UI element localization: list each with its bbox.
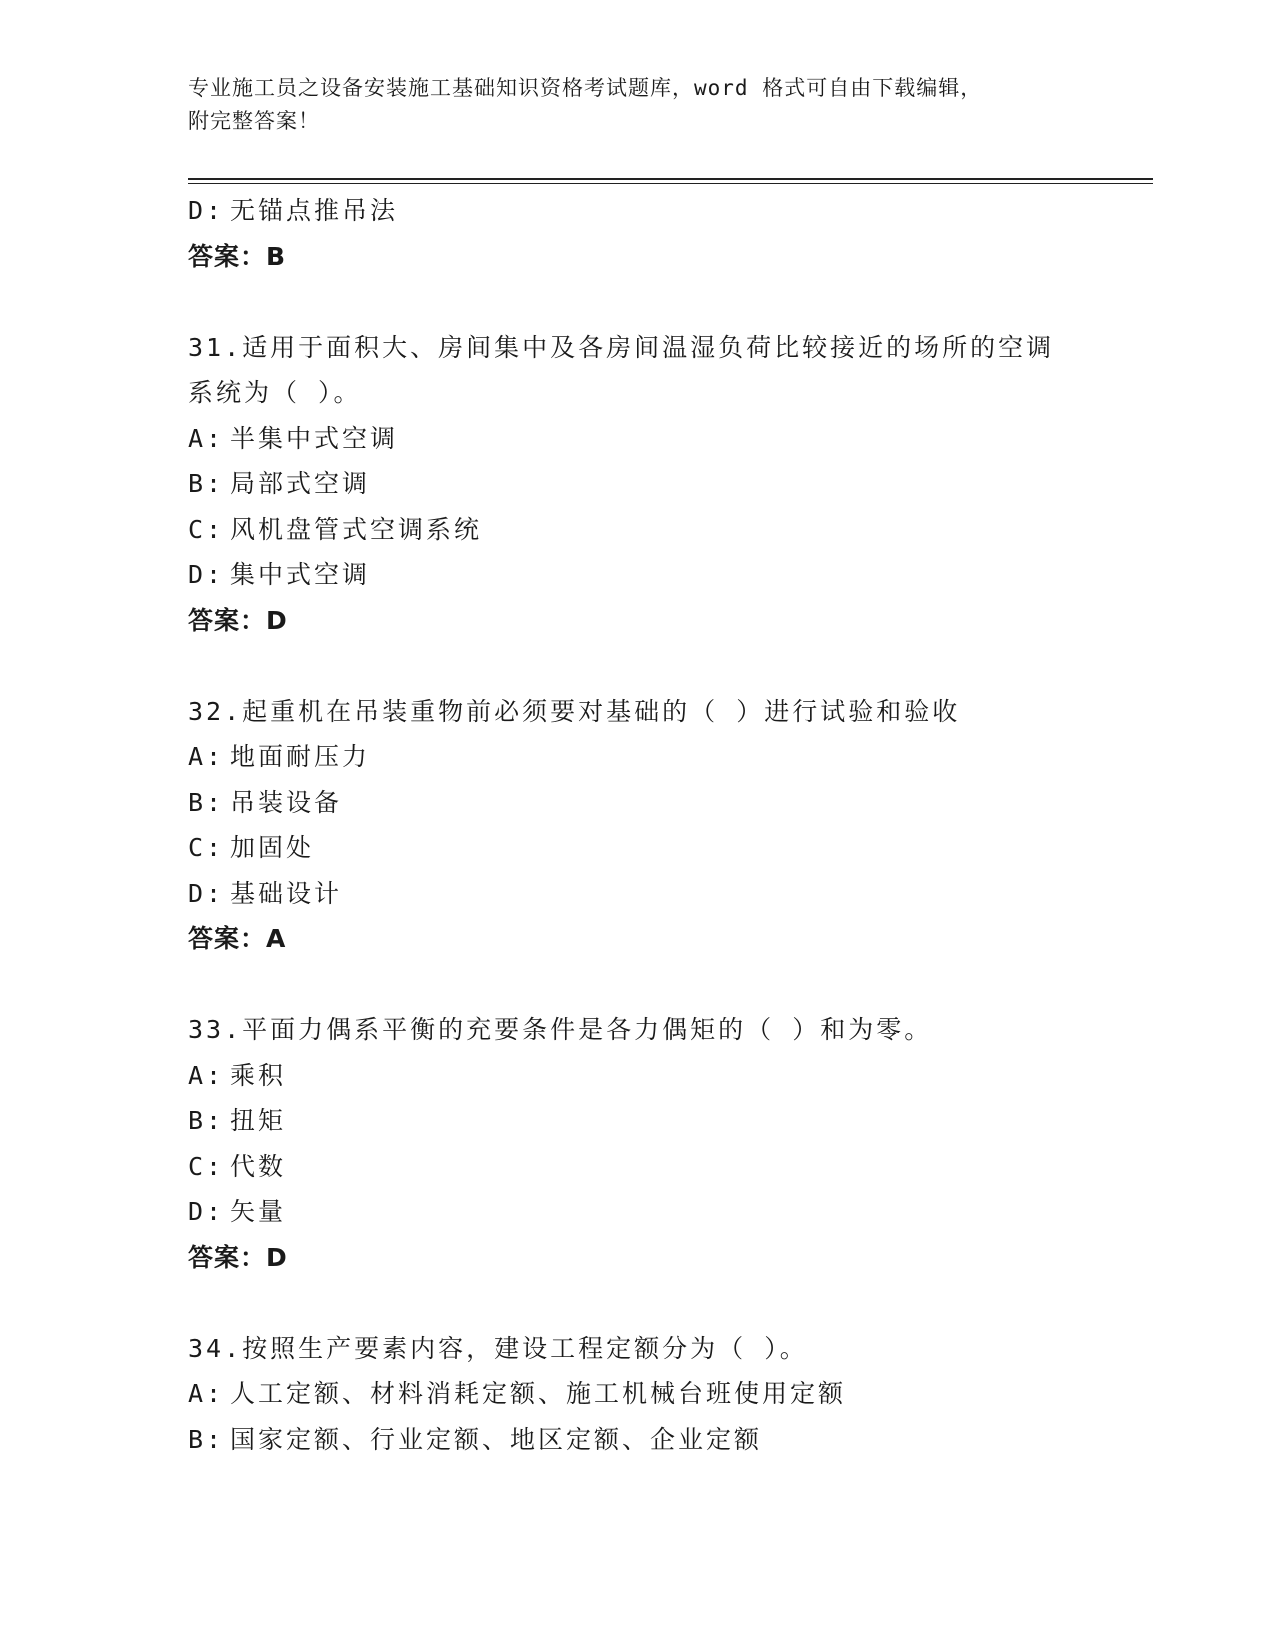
option-text: 扭矩 (230, 1106, 287, 1135)
question-number: 31. (188, 332, 243, 362)
option-key: A: (188, 423, 225, 453)
option-text: 矢量 (230, 1197, 287, 1226)
answer-label: 答案： (188, 241, 267, 271)
option-key: D: (188, 560, 225, 589)
option-text: 人工定额、材料消耗定额、施工机械台班使用定额 (230, 1379, 847, 1408)
option-d (188, 871, 1148, 917)
option-key: C: (188, 514, 225, 544)
option-text: 风机盘管式空调系统 (230, 514, 483, 544)
header-line-2: 附完整答案！ (188, 109, 320, 133)
option-key: D: (188, 878, 225, 908)
option-d (188, 552, 1148, 598)
option-key: C: (188, 1151, 225, 1181)
option-a (188, 734, 1148, 780)
question-number: 32. (188, 696, 243, 726)
option-text: 代数 (230, 1151, 287, 1181)
option-key: D: (188, 196, 225, 225)
option-a (188, 416, 1148, 462)
option-b (188, 1417, 1148, 1463)
option-text: 乘积 (230, 1060, 287, 1090)
option-key: A: (188, 1060, 225, 1090)
question-32 (188, 689, 1148, 962)
option-key: B: (188, 469, 225, 498)
question-stem: 32.起重机在吊装重物前必须要对基础的（ ）进行试验和验收 (188, 696, 961, 726)
question-number: 34. (188, 1333, 243, 1363)
answer-line (188, 1235, 1148, 1281)
option-text: 地面耐压力 (230, 742, 371, 771)
option-key: A: (188, 1379, 225, 1408)
option-key: D: (188, 1197, 225, 1226)
option-text: 集中式空调 (230, 560, 371, 589)
option-text: 基础设计 (230, 878, 343, 908)
option-c (188, 507, 1148, 553)
answer-label: 答案： (188, 605, 267, 635)
answer-value: D (266, 605, 288, 635)
option-c (188, 1144, 1148, 1190)
option-text: 无锚点推吊法 (230, 196, 399, 225)
question-list (188, 188, 1148, 1462)
option-text: 加固处 (230, 833, 315, 862)
option-c (188, 825, 1148, 871)
question-stem: 34.按照生产要素内容，建设工程定额分为（ ）。 (188, 1333, 808, 1363)
document-header (188, 72, 1088, 138)
option-text: 吊装设备 (230, 787, 343, 817)
option-key: C: (188, 833, 225, 862)
question-34 (188, 1326, 1148, 1463)
answer-line (188, 598, 1148, 644)
option-d (188, 1189, 1148, 1235)
option-a (188, 1053, 1148, 1099)
option-text: 国家定额、行业定额、地区定额、企业定额 (230, 1424, 763, 1454)
option-d (188, 188, 1148, 234)
question-number: 33. (188, 1015, 243, 1044)
answer-label: 答案： (188, 924, 267, 953)
answer-value: D (266, 1242, 288, 1272)
answer-value: A (266, 924, 287, 953)
question-stem: 33.平面力偶系平衡的充要条件是各力偶矩的（ ）和为零。 (188, 1015, 933, 1044)
header-line-1: 专业施工员之设备安装施工基础知识资格考试题库，word 格式可自由下载编辑， (188, 76, 983, 100)
option-b (188, 461, 1148, 507)
option-a (188, 1371, 1148, 1417)
answer-label: 答案： (188, 1242, 267, 1272)
option-text: 局部式空调 (230, 469, 371, 498)
header-divider-thin (188, 183, 1153, 184)
question-stem-continued: 系统为（ ）。 (188, 378, 362, 407)
option-key: A: (188, 742, 225, 771)
header-divider-thick (188, 178, 1153, 180)
question-31 (188, 325, 1148, 644)
option-b (188, 1098, 1148, 1144)
option-key: B: (188, 787, 225, 817)
option-key: B: (188, 1424, 225, 1454)
option-key: B: (188, 1106, 225, 1135)
answer-line (188, 234, 1148, 280)
answer-line (188, 916, 1148, 962)
option-text: 半集中式空调 (230, 423, 399, 453)
answer-value: B (266, 241, 287, 271)
question-33 (188, 1007, 1148, 1280)
question-stem: 31.适用于面积大、房间集中及各房间温湿负荷比较接近的场所的空调 (188, 332, 1055, 362)
option-b (188, 780, 1148, 826)
